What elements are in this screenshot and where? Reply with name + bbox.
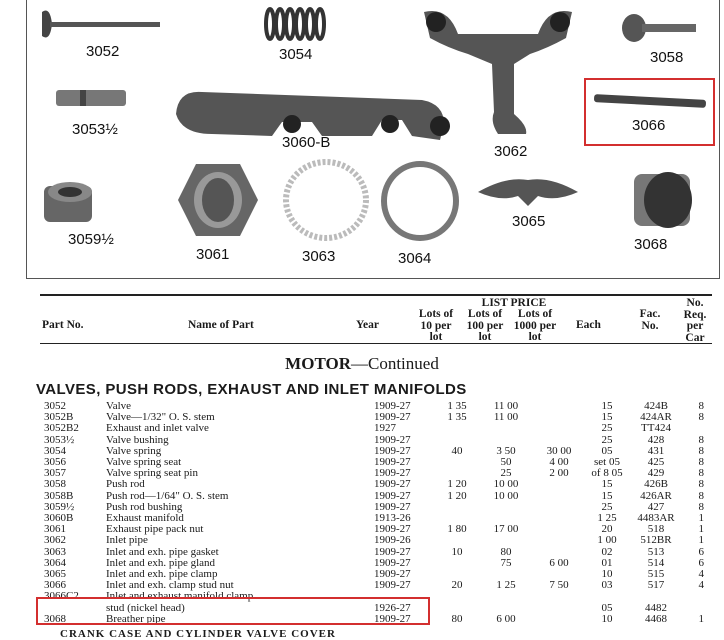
cell-name: Inlet and exh. pipe clamp <box>106 568 218 581</box>
motor-heading <box>0 354 724 374</box>
header-no-req: No. Req. per Car <box>683 297 707 344</box>
cell-l1000: 7 50 <box>549 579 569 592</box>
cell-each: 15 <box>601 400 613 412</box>
header-list-price: LIST PRICE <box>481 297 547 309</box>
valve-bushing-3053-image <box>56 88 128 110</box>
cell-l10: 1 20 <box>447 478 467 491</box>
cell-fac: 426B <box>644 478 668 491</box>
cell-fac: 425 <box>647 456 665 469</box>
cell-l10: 1 35 <box>447 400 467 412</box>
cell-name: stud (nickel head) <box>106 601 185 614</box>
cell-year: 1913-26 <box>374 512 411 525</box>
cell-no: 3058B <box>44 489 74 502</box>
cell-year: 1909-27 <box>374 467 411 480</box>
cell-l10 <box>434 558 480 569</box>
cell-name: Push rod—1/64" O. S. stem <box>106 489 229 502</box>
cell-l1000 <box>532 513 586 524</box>
cell-l100 <box>480 502 532 513</box>
cell-no: 3053½ <box>44 433 75 446</box>
cell-l1000: 6 00 <box>549 556 569 569</box>
cell-year: 1909-27 <box>374 579 411 592</box>
cell-each: of 8 05 <box>591 467 623 480</box>
cell-l100: 10 00 <box>493 489 519 502</box>
cell-l100: 3 50 <box>496 444 516 457</box>
cell-fac: 427 <box>647 500 665 513</box>
cell-each: 10 <box>601 612 613 625</box>
cell-req: 1 <box>698 523 704 536</box>
cell-l1000 <box>532 491 586 502</box>
cell-no: 3066C2 <box>44 590 79 603</box>
cell-l10 <box>434 423 480 434</box>
cell-l1000: 4 00 <box>549 456 569 469</box>
cell-year: 1909-27 <box>374 478 411 491</box>
cell-req: 1 <box>698 534 704 547</box>
cell-name: Breather pipe <box>106 612 166 625</box>
cell-l100 <box>480 535 532 546</box>
label-3063: 3063 <box>302 248 336 265</box>
cell-req: 4 <box>698 579 704 592</box>
cell-each: 15 <box>601 411 613 424</box>
label-3068: 3068 <box>634 236 668 253</box>
header-bottom-rule <box>40 343 712 344</box>
header-part-no: Part No. <box>42 319 84 331</box>
cell-l1000 <box>532 412 586 423</box>
cell-name: Inlet and exh. pipe gland <box>106 556 216 569</box>
cell-each: 25 <box>601 433 613 446</box>
cell-no: 3068 <box>44 612 66 625</box>
cell-year: 1909-27 <box>374 489 411 502</box>
cell-l10: 1 80 <box>447 523 467 536</box>
cell-fac: 515 <box>647 568 665 581</box>
header-fac-no: Fac. No. <box>639 308 661 332</box>
cell-year: 1909-27 <box>374 444 411 457</box>
header-lots-10: Lots of 10 per lot <box>418 308 454 343</box>
section-title: VALVES, PUSH RODS, EXHAUST AND INLET MANIFOLDS <box>36 381 467 398</box>
cell-name: Valve bushing <box>106 433 169 446</box>
label-3066: 3066 <box>632 117 666 134</box>
cell-year: 1926-27 <box>374 601 411 614</box>
header-year: Year <box>356 319 379 331</box>
cell-no: 3062 <box>44 534 66 547</box>
cell-each: 1 25 <box>597 512 617 525</box>
highlight-3066c2-row <box>36 597 430 625</box>
label-3060b: 3060-B <box>282 134 331 151</box>
header-name-of-part: Name of Part <box>188 319 254 331</box>
cell-name: Valve spring seat <box>106 456 182 469</box>
cell-l100: 25 <box>500 467 512 480</box>
cell-l100: 10 00 <box>493 478 519 491</box>
cell-name: Exhaust pipe pack nut <box>106 523 204 536</box>
label-3058: 3058 <box>650 49 684 66</box>
cell-req: 8 <box>698 456 704 469</box>
cell-name: Exhaust and inlet valve <box>106 422 209 435</box>
cell-l10: 40 <box>451 444 463 457</box>
pack-nut-3061-image <box>176 160 260 240</box>
cell-year: 1909-27 <box>374 400 411 412</box>
label-3059: 3059½ <box>68 231 114 248</box>
cell-l100: 1 25 <box>496 579 516 592</box>
cell-l10 <box>434 502 480 513</box>
cell-no: 3064 <box>44 556 66 569</box>
cell-l1000 <box>532 502 586 513</box>
cell-each: 10 <box>601 568 613 581</box>
table-row <box>44 535 704 546</box>
cell-l100: 80 <box>500 545 512 558</box>
cell-req: 8 <box>698 478 704 491</box>
cell-req: 8 <box>698 400 704 412</box>
cell-req: 8 <box>698 489 704 502</box>
cell-name: Push rod bushing <box>106 500 183 513</box>
cell-year: 1927 <box>374 422 396 435</box>
cell-each: 15 <box>601 478 613 491</box>
cell-req: 8 <box>698 411 704 424</box>
cell-l1000 <box>532 524 586 535</box>
cell-l100: 75 <box>500 556 512 569</box>
cell-fac <box>628 591 684 602</box>
cell-name: Inlet and exhaust manifold clamp <box>106 590 254 603</box>
cell-l1000 <box>532 423 586 434</box>
cell-name: Exhaust manifold <box>106 512 184 525</box>
cell-name: Valve spring <box>106 444 162 457</box>
cell-fac: TT424 <box>641 422 671 435</box>
cell-fac: 4482 <box>645 601 667 614</box>
cell-name: Inlet pipe <box>106 534 148 547</box>
cell-year: 1909-27 <box>374 545 411 558</box>
cell-l10 <box>434 457 480 468</box>
cell-l10 <box>434 591 480 602</box>
cell-no: 3054 <box>44 444 66 457</box>
cell-l100: 17 00 <box>493 523 519 536</box>
header-lots-1000: Lots of 1000 per lot <box>513 308 557 343</box>
cell-l10: 1 20 <box>447 489 467 502</box>
label-3062: 3062 <box>494 143 528 160</box>
highlight-3066-illustration <box>584 78 715 146</box>
cell-fac: 431 <box>647 444 665 457</box>
cell-fac: 4483AR <box>637 512 675 525</box>
next-section-title-partial: CRANK CASE AND CYLINDER VALVE COVER <box>60 628 336 640</box>
cell-fac: 4468 <box>645 612 667 625</box>
cell-no: 3058 <box>44 478 66 491</box>
cell-each: 25 <box>601 422 613 435</box>
cell-l100: 6 00 <box>496 612 516 625</box>
cell-name: Valve—1/32" O. S. stem <box>106 411 215 424</box>
cell-fac: 424B <box>644 400 668 412</box>
cell-year: 1909-27 <box>374 411 411 424</box>
cell-fac: 426AR <box>640 489 672 502</box>
cell-l100: 50 <box>500 456 512 469</box>
cell-l1000 <box>532 591 586 602</box>
cell-no: 3052B2 <box>44 422 79 435</box>
cell-name: Inlet and exh. pipe gasket <box>106 545 219 558</box>
cell-req <box>684 591 704 602</box>
label-3065: 3065 <box>512 213 546 230</box>
cell-l1000 <box>532 401 586 412</box>
cell-each: 03 <box>601 579 613 592</box>
cell-no: 3060B <box>44 512 74 525</box>
cell-fac: 513 <box>647 545 665 558</box>
cell-l1000 <box>532 479 586 490</box>
table-row <box>44 479 704 490</box>
gasket-3063-image <box>282 158 370 242</box>
cell-fac: 517 <box>647 579 665 592</box>
cell-year: 1909-27 <box>374 500 411 513</box>
cell-l100 <box>480 423 532 434</box>
cell-each: 15 <box>601 489 613 502</box>
cell-req <box>684 423 704 434</box>
cell-req: 6 <box>698 545 704 558</box>
motor-title: MOTOR <box>285 354 351 373</box>
cell-no: 3066 <box>44 579 66 592</box>
cell-l100 <box>480 591 532 602</box>
valve-spring-3054-image <box>262 6 332 42</box>
cell-fac: 514 <box>647 556 665 569</box>
cell-l100: 11 00 <box>493 411 519 424</box>
cell-fac: 429 <box>647 467 665 480</box>
header-each: Each <box>576 319 601 331</box>
cell-each: set 05 <box>594 456 620 469</box>
cell-l1000: 30 00 <box>546 444 572 457</box>
push-rod-3058-image <box>620 12 700 46</box>
cell-l10: 10 <box>451 545 463 558</box>
cell-no: 3052B <box>44 411 74 424</box>
cell-l1000 <box>532 535 586 546</box>
cell-l10 <box>434 535 480 546</box>
pipe-clamp-3065-image <box>476 172 580 210</box>
cell-year: 1909-27 <box>374 456 411 469</box>
cell-l1000: 2 00 <box>549 467 569 480</box>
cell-year: 1909-27 <box>374 433 411 446</box>
header-lots-100: Lots of 100 per lot <box>466 308 504 343</box>
cell-name: Push rod <box>106 478 145 491</box>
cell-l10: 80 <box>451 612 463 625</box>
cell-name: Valve <box>106 400 132 412</box>
cell-no: 3057 <box>44 467 66 480</box>
cell-l100: 11 00 <box>493 400 519 412</box>
cell-fac: 428 <box>647 433 665 446</box>
push-rod-bushing-3059-image <box>40 180 104 224</box>
cell-name: Valve spring seat pin <box>106 467 198 480</box>
cell-year: 1909-27 <box>374 612 411 625</box>
cell-fac: 518 <box>647 523 665 536</box>
parts-table <box>44 401 704 625</box>
cell-req: 8 <box>698 444 704 457</box>
cell-l1000 <box>532 603 586 614</box>
cell-no: 3052 <box>44 400 66 412</box>
cell-year: 1909-26 <box>374 534 411 547</box>
breather-pipe-3068-image <box>630 164 698 236</box>
label-3054: 3054 <box>279 46 313 63</box>
cell-l1000 <box>532 614 586 625</box>
gland-3064-image <box>380 160 460 242</box>
cell-each: 02 <box>601 545 613 558</box>
table-row <box>44 423 704 434</box>
cell-no: 3059½ <box>44 500 75 513</box>
label-3064: 3064 <box>398 250 432 267</box>
cell-no: 3061 <box>44 523 66 536</box>
cell-req: 8 <box>698 500 704 513</box>
cell-each: 05 <box>601 601 613 614</box>
cell-each: 20 <box>601 523 613 536</box>
valve-3052-image <box>36 4 164 44</box>
cell-req: 1 <box>698 612 704 625</box>
label-3052: 3052 <box>86 43 120 60</box>
cell-year: 1909-27 <box>374 556 411 569</box>
cell-l10: 20 <box>451 579 463 592</box>
cell-each: 05 <box>601 444 613 457</box>
cell-year: 1909-27 <box>374 568 411 581</box>
cell-no: 3065 <box>44 568 66 581</box>
cell-req: 8 <box>698 467 704 480</box>
header-top-rule <box>40 294 712 296</box>
cell-year: 1909-27 <box>374 523 411 536</box>
label-3061: 3061 <box>196 246 230 263</box>
cell-req: 1 <box>698 512 704 525</box>
cell-l10: 1 35 <box>447 411 467 424</box>
cell-each: 01 <box>601 556 613 569</box>
cell-name: Inlet and exh. clamp stud nut <box>106 579 234 592</box>
cell-fac: 512BR <box>640 534 672 547</box>
cell-each: 1 00 <box>597 534 617 547</box>
cell-req: 4 <box>698 568 704 581</box>
cell-each <box>586 591 628 602</box>
cell-fac: 424AR <box>640 411 672 424</box>
cell-req: 8 <box>698 433 704 446</box>
cell-no: 3056 <box>44 456 66 469</box>
label-3053: 3053½ <box>72 121 118 138</box>
cell-no: 3063 <box>44 545 66 558</box>
cell-req: 6 <box>698 556 704 569</box>
cell-each: 25 <box>601 500 613 513</box>
motor-continued: —Continued <box>350 354 439 373</box>
